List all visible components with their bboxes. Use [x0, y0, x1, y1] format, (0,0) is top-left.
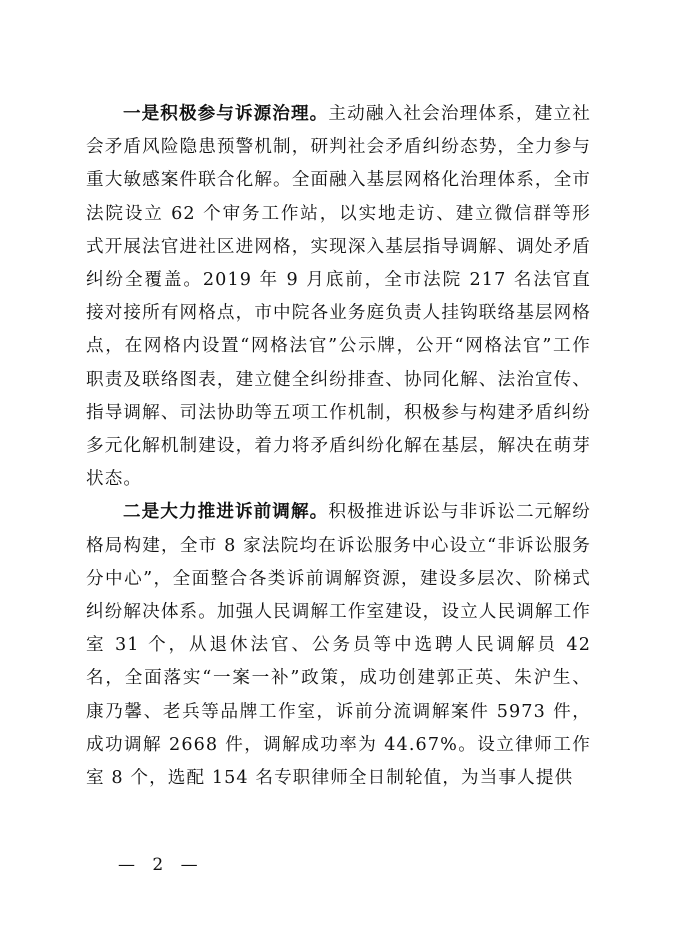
- paragraph-2-text: 积极推进诉讼与非诉讼二元解纷格局构建，全市 8 家法院均在诉讼服务中心设立“非诉讼服务分中心”，全面整合各类诉前调解资源，建设多层次、阶梯式纠纷解决体系。加强人民调解工作室建设，设立人民调解工作室 31 个，从退休法官、公务员等中选聘人民调解员 42 名，全面落实“一案一补”政策，成功创建郭正英、朱沪生、康乃馨、老兵等品牌工作室，诉前分流调解案件 5973 件，成功调解 2668 件，调解成功率为 44.67%。设立律师工作室 8 个，选配 154 名专职律师全日制轮值，为当事人提供: [86, 502, 591, 789]
- page-number: — 2 —: [118, 855, 204, 875]
- paragraph-1: [86, 98, 591, 496]
- paragraph-2-heading: 二是大力推进诉前调解。: [122, 502, 329, 523]
- document-body: [86, 98, 591, 795]
- paragraph-2: [86, 496, 591, 795]
- paragraph-1-text: 主动融入社会治理体系，建立社会矛盾风险隐患预警机制，研判社会矛盾纠纷态势，全力参与重大敏感案件联合化解。全面融入基层网格化治理体系，全市法院设立 62 个审务工作站，以实地走访、建立微信群等形式开展法官进社区进网格，实现深入基层指导调解、调处矛盾纠纷全覆盖。2019 年 9 月底前，全市法院 217 名法官直接对接所有网格点，市中院各业务庭负责人挂钩联络基层网格点，在网格内设置“网格法官”公示牌，公开“网格法官”工作职责及联络图表，建立健全纠纷排查、协同化解、法治宣传、指导调解、司法协助等五项工作机制，积极参与构建矛盾纠纷多元化解机制建设，着力将矛盾纠纷化解在基层，解决在萌芽状态。: [86, 104, 591, 490]
- paragraph-1-heading: 一是积极参与诉源治理。: [122, 104, 329, 124]
